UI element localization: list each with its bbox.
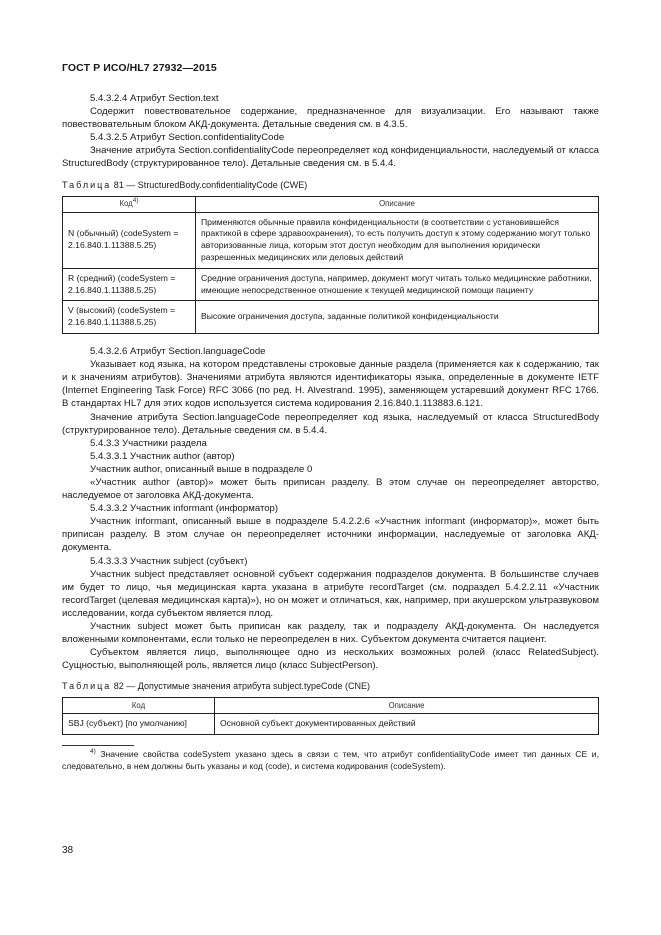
table-row xyxy=(63,301,599,334)
table-caption-label: Таблица xyxy=(62,179,112,190)
paragraph: Участник informant, описанный выше в подразделе 5.4.2.2.6 «Участник informant (информатор)», может быть приписан разделу. В этом случае он переопределяет источники информации, наследуемые от заголовка АКД-документа. xyxy=(62,516,599,554)
table-81 xyxy=(62,196,599,334)
footnote-ref: 4) xyxy=(132,197,139,205)
section-heading-language: 5.4.3.2.6 Атрибут Section.languageCode xyxy=(90,346,266,358)
table-row xyxy=(63,714,599,735)
table-header-row xyxy=(63,196,599,212)
cell-code: SBJ (субъект) [по умолчанию] xyxy=(63,714,215,735)
paragraph: Участник subject может быть приписан как разделу, так и подразделу АКД-документа. Он наследуется вложенными компонентами, если только не переопределен в них. Субъектом документа считается пациент. xyxy=(62,621,599,646)
table-header-row xyxy=(63,698,599,714)
section-heading-informant: 5.4.3.3.2 Участник informant (информатор) xyxy=(90,503,279,515)
table-caption-label: Таблица xyxy=(62,681,112,692)
cell-description: Высокие ограничения доступа, заданные политикой конфиденциальности xyxy=(196,301,599,334)
paragraph: Значение атрибута Section.confidentialityCode переопределяет код конфиденциальности, наследуемый от класса StructuredBody (структурированное тело). Детальные сведения см. в 5.4.4. xyxy=(62,145,599,170)
table-caption-text: 81 — StructuredBody.confidentialityCode (CWE) xyxy=(111,179,308,190)
paragraph: Участник author, описанный выше в подразделе 0 xyxy=(90,463,313,475)
standard-header: ГОСТ Р ИСО/HL7 27932—2015 xyxy=(62,62,217,74)
header-description: Описание xyxy=(215,698,599,714)
table-82-caption xyxy=(62,680,599,693)
header-code: Код$^{4)}$ xyxy=(63,196,196,212)
paragraph: Содержит повествовательное содержание, предназначенное для визуализации. Его называют также повествовательным блоком АКД-документа. Детальные сведения см. в 4.3.5. xyxy=(62,106,599,131)
paragraph: Участник subject представляет основной субъект содержания подразделов документа. В большинстве случаев им будет то лицо, чья медицинская карта указана в атрибуте recordTarget (см. подраздел 5.4.2.2.11 «Участник recordTarget (целевая медицинская карта)»), но он может и отличаться, как, например, при акушерском ультразвуковом исследовании, когда субъектом является плод. xyxy=(62,568,599,619)
section-heading-text: 5.4.3.2.4 Атрибут Section.text xyxy=(90,93,219,104)
cell-code: R (средний) (codeSystem = 2.16.840.1.11388.5.25) xyxy=(63,268,196,301)
paragraph: «Участник author (автор)» может быть приписан разделу. В этом случае он переопределяет авторство, наследуемое от заголовка АКД-документа. xyxy=(62,476,599,502)
footnote-text: Значение свойства codeSystem указано здесь в связи с тем, что атрибут confidentialityCode имеет тип данных CE и, следовательно, в нем должны быть указаны и код (code), и система кодирования (codeSystem). xyxy=(62,749,599,772)
paragraph: Субъектом является лицо, выполняющее одно из нескольких возможных ролей (класс RelatedSubject). Сущностью, выполняющей роль, является лицо (класс SubjectPerson). xyxy=(62,647,599,672)
footnote xyxy=(62,749,599,773)
header-code: Код xyxy=(63,698,215,714)
page-number: 38 xyxy=(62,845,74,856)
paragraph: Значение атрибута Section.languageCode переопределяет код языка, наследуемый от класса StructuredBody (структурированное тело). Детальные сведения см. в 5.4.4. xyxy=(62,411,599,436)
cell-description: Средние ограничения доступа, например, документ могут читать только медицинские работники, имеющие непосредственное отношение к текущей медицинской помощи пациенту xyxy=(196,268,599,301)
table-81-caption xyxy=(62,179,599,192)
table-caption-text: 82 — Допустимые значения атрибута subject.typeCode (CNE) xyxy=(111,681,371,692)
cell-description: Основной субъект документированных действий xyxy=(215,714,599,735)
cell-code: V (высокий) (codeSystem = 2.16.840.1.11388.5.25) xyxy=(63,301,196,334)
cell-code: N (обычный) (codeSystem = 2.16.840.1.11388.5.25) xyxy=(63,212,196,268)
table-82 xyxy=(62,697,599,735)
table-row xyxy=(63,268,599,301)
footnote-marker: 4) xyxy=(90,748,96,756)
section-heading-author: 5.4.3.3.1 Участник author (автор) xyxy=(90,450,235,462)
section-heading-participants: 5.4.3.3 Участники раздела xyxy=(90,437,207,449)
page-content xyxy=(62,92,599,773)
cell-description: Применяются обычные правила конфиденциальности (в соответствии с установившейся практикой в сфере здравоохранения), то есть получить доступ к этому содержанию могут только авторизованные лица, которым этот доступ необходим для выполнения юридически разрешенных медицинских или деловых действий xyxy=(196,212,599,268)
section-heading-subject: 5.4.3.3.3 Участник subject (субъект) xyxy=(90,555,248,567)
section-heading-confidentiality: 5.4.3.2.5 Атрибут Section.confidentialityCode xyxy=(90,132,285,144)
table-row xyxy=(63,212,599,268)
paragraph: Указывает код языка, на котором представлены строковые данные раздела (применяется как к содержанию, так и к значениям атрибутов). Значениями атрибута являются идентификаторы языка, определенные в документе IETF (Internet Engineering Task Force) RFC 3066 (по ред. H. Alvestrand. 1995), заменяющем устаревший документ RFC 1766. В стандартах HL7 для этих кодов используется система кодирования 2.16.840.1.113883.6.121. xyxy=(62,359,599,410)
footnote-separator xyxy=(62,745,134,746)
header-description: Описание xyxy=(196,196,599,212)
